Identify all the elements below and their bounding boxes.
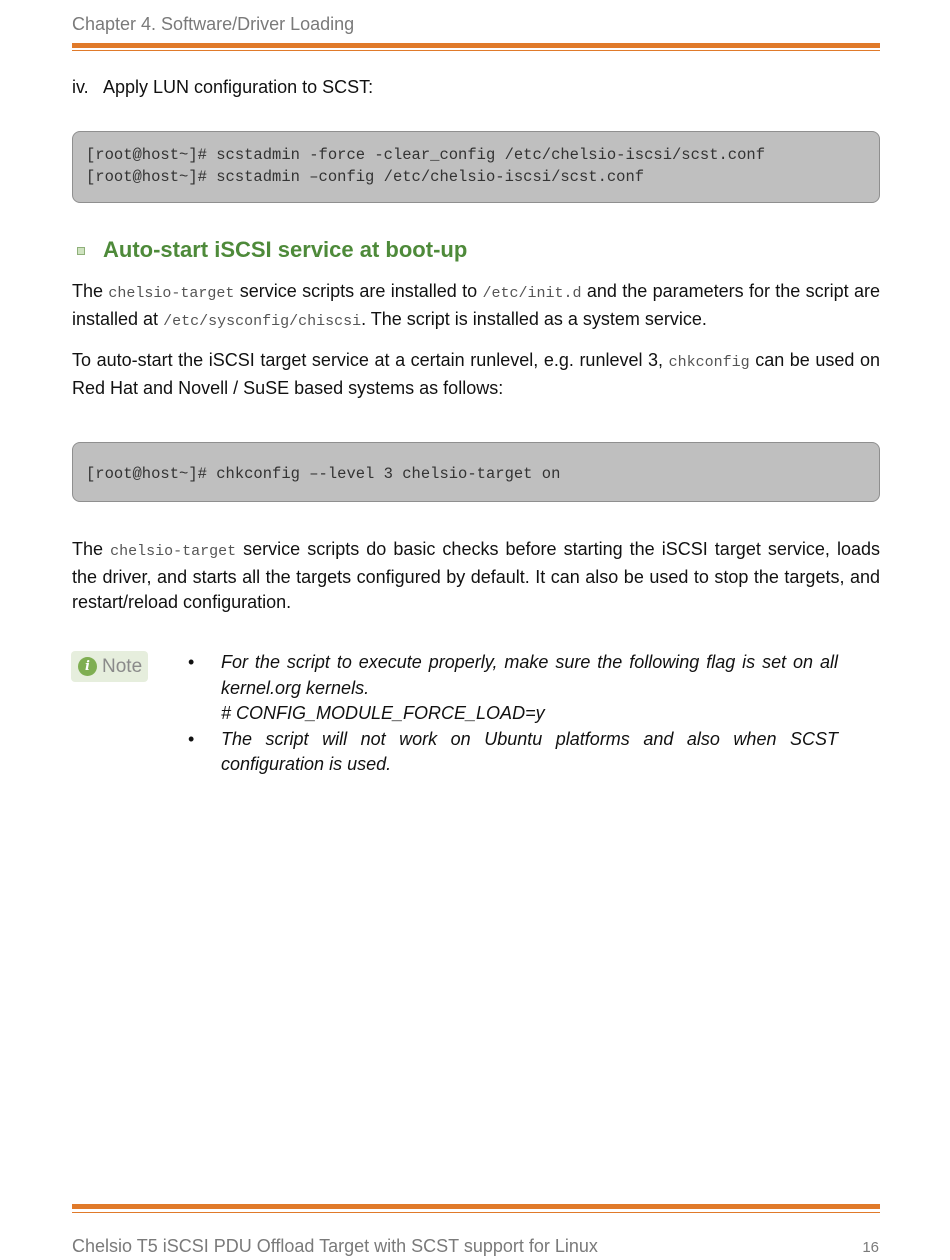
paragraph-basic-checks — [72, 537, 880, 616]
footer-rule — [72, 1204, 880, 1209]
note-list — [186, 650, 838, 778]
page-header-title: Chapter 4. Software/Driver Loading — [72, 14, 355, 34]
note-item-text: The script will not work on Ubuntu platforms and also when SCST configuration is used. — [221, 728, 838, 774]
text-run: can be used on Red Hat and Novell / SuSE based systems as follows: — [72, 350, 880, 398]
section-title: Auto-start iSCSI service at boot-up — [103, 237, 468, 262]
note-item-code: # CONFIG_MODULE_FORCE_LOAD=y — [221, 703, 545, 723]
note-badge — [71, 651, 148, 682]
text-run: service scripts are installed to — [234, 281, 483, 301]
step-number: iv. — [72, 77, 89, 97]
header-rule-thin — [72, 50, 880, 51]
text-run: The — [72, 281, 109, 301]
code-line: [root@host~]# scstadmin –config /etc/chelsio-iscsi/scst.conf — [86, 168, 645, 186]
page-number: 16 — [862, 1239, 879, 1256]
text-run: . The script is installed as a system service. — [361, 308, 707, 329]
code-block-chkconfig — [72, 442, 880, 502]
inline-code: chelsio-target — [110, 543, 237, 560]
step-text: Apply LUN configuration to SCST: — [103, 77, 374, 97]
code-block-scstadmin — [72, 131, 880, 203]
section-bullet-icon — [77, 247, 85, 255]
note-item-text: For the script to execute properly, make sure the following flag is set on all kernel.org kernels. — [221, 652, 838, 698]
info-icon: i — [78, 657, 97, 676]
text-run: To auto-start the iSCSI target service at a certain runlevel, e.g. runlevel 3, — [72, 350, 669, 370]
header-rule — [72, 43, 880, 48]
footer-title: Chelsio T5 iSCSI PDU Offload Target with SCST support for Linux — [72, 1236, 598, 1256]
code-line: [root@host~]# chkconfig –-level 3 chelsio-target on — [86, 465, 561, 483]
inline-code: chelsio-target — [108, 285, 235, 302]
bullet-icon: • — [188, 728, 195, 749]
paragraph-autostart — [72, 348, 880, 401]
note-item — [186, 650, 838, 727]
note-label: Note — [102, 656, 143, 677]
text-run: and the parameters for the script are installed at — [72, 281, 880, 329]
footer-rule-thin — [72, 1212, 880, 1213]
inline-code: chkconfig — [668, 354, 750, 371]
step-iv — [72, 77, 373, 98]
inline-code: /etc/sysconfig/chiscsi — [163, 312, 362, 330]
bullet-icon: • — [188, 652, 195, 672]
text-run: service scripts do basic checks before starting the iSCSI target service, loads the driver, and starts all the targets configured by default. It can also be used to stop the targets, and restart/reload configuration. — [72, 539, 880, 612]
inline-code: /etc/init.d — [482, 285, 582, 302]
paragraph-scripts-install — [72, 279, 880, 334]
text-run: The — [72, 539, 111, 559]
code-line: [root@host~]# scstadmin -force -clear_config /etc/chelsio-iscsi/scst.conf — [86, 146, 766, 164]
note-item — [186, 727, 838, 778]
